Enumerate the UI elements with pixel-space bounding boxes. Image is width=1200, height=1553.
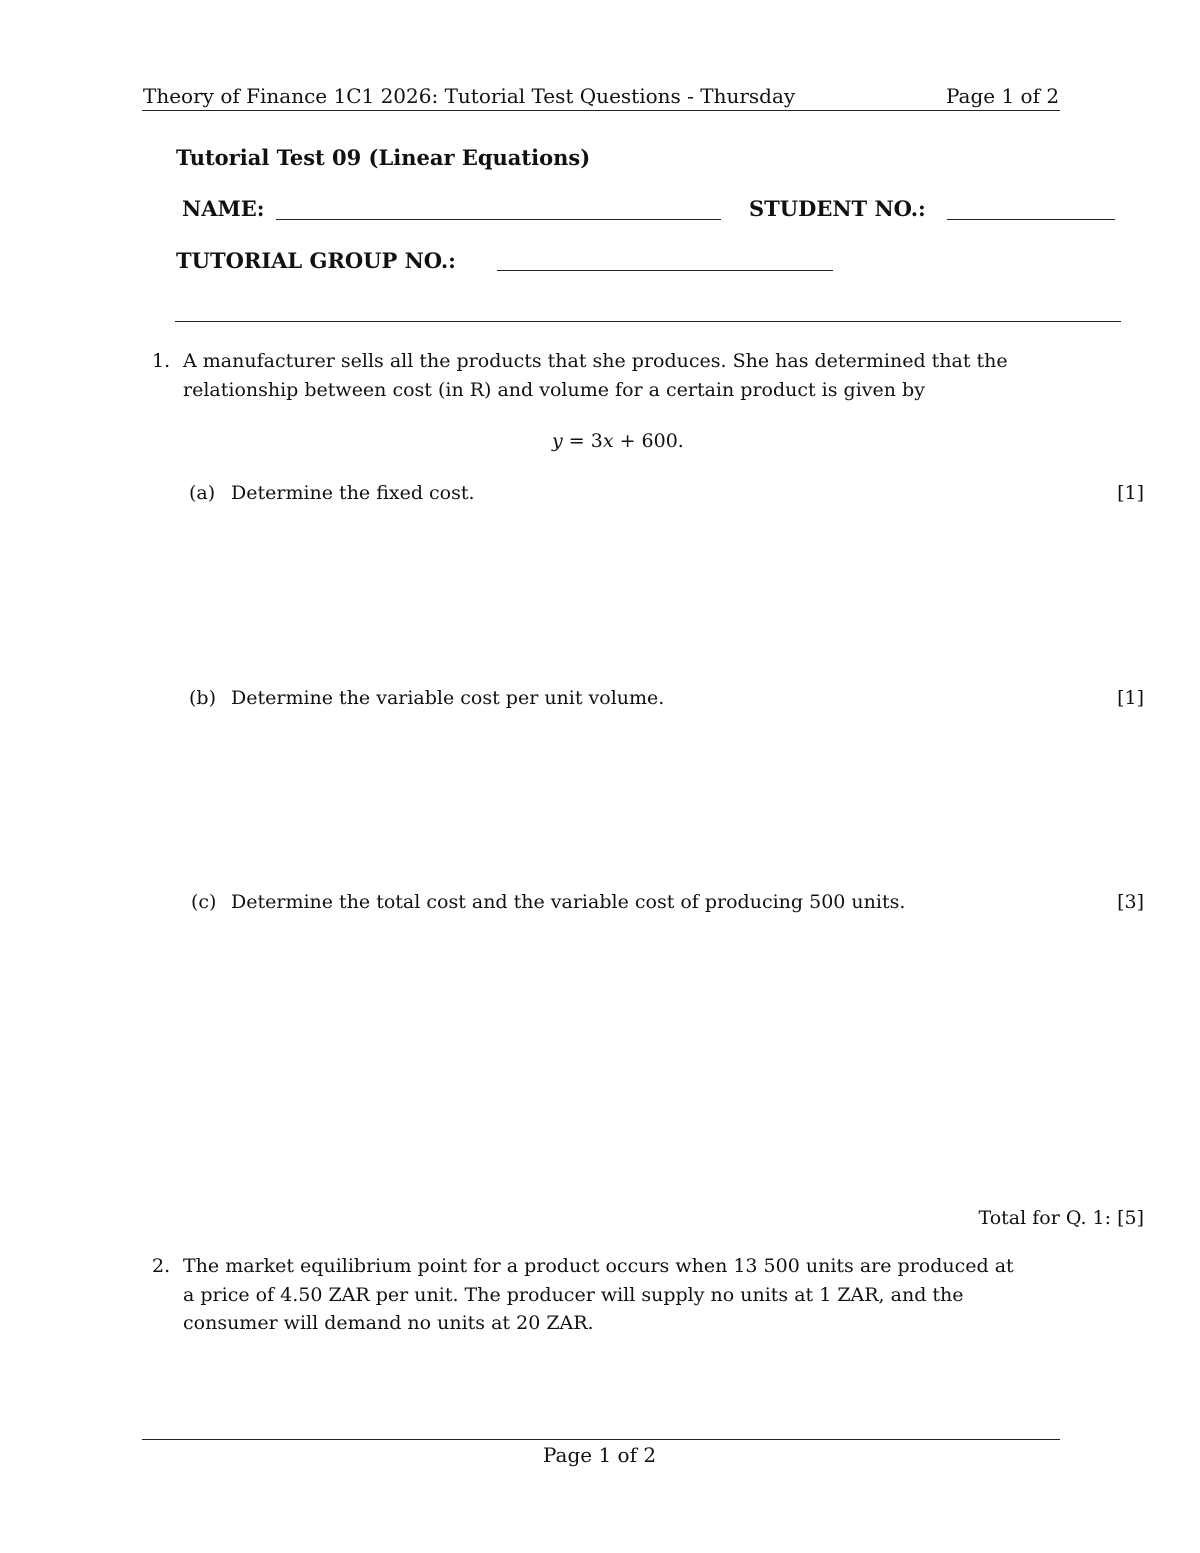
equation-rhs-pre: = 3 xyxy=(562,430,603,452)
test-title: Tutorial Test 09 (Linear Equations) xyxy=(176,145,591,170)
question-1-number: 1. xyxy=(152,350,171,372)
part-a-text: Determine the fixed cost. xyxy=(231,482,475,504)
part-b-marks: [1] xyxy=(1117,687,1144,709)
question-1-text-line1: A manufacturer sells all the products that she produces. She has determined that the xyxy=(183,350,1008,372)
part-c-marks: [3] xyxy=(1117,891,1144,913)
part-b-text: Determine the variable cost per unit volume. xyxy=(231,687,665,709)
part-c-answer-space[interactable] xyxy=(189,925,1139,1195)
equation-lhs: y xyxy=(552,430,563,452)
question-1-equation xyxy=(552,427,684,456)
tutorial-group-label: TUTORIAL GROUP NO.: xyxy=(176,248,456,273)
header-page-number: Page 1 of 2 xyxy=(946,84,1060,108)
part-c-label: (c) xyxy=(191,891,217,913)
part-b-label: (b) xyxy=(189,687,216,709)
tutorial-group-field[interactable] xyxy=(497,270,833,271)
name-field[interactable] xyxy=(276,219,721,220)
equation-rhs-post: + 600. xyxy=(613,430,684,452)
name-label: NAME: xyxy=(182,196,265,221)
footer-rule xyxy=(142,1439,1060,1440)
student-no-field[interactable] xyxy=(947,219,1115,220)
part-a-answer-space[interactable] xyxy=(189,515,1139,665)
question-2-text-line1: The market equilibrium point for a product occurs when 13 500 units are produced at xyxy=(183,1255,1014,1277)
header-title: Theory of Finance 1C1 2026: Tutorial Test Questions - Thursday xyxy=(143,84,796,108)
question-1-text-line2: relationship between cost (in R) and volume for a certain product is given by xyxy=(183,379,925,401)
question-2-text-line2: a price of 4.50 ZAR per unit. The producer will supply no units at 1 ZAR, and the xyxy=(183,1284,964,1306)
part-a-label: (a) xyxy=(189,482,216,504)
part-a-marks: [1] xyxy=(1117,482,1144,504)
footer-page-number: Page 1 of 2 xyxy=(543,1443,657,1467)
form-divider xyxy=(175,321,1121,322)
question-1-total: Total for Q. 1: [5] xyxy=(978,1207,1144,1229)
student-no-label: STUDENT NO.: xyxy=(749,196,926,221)
part-c-text: Determine the total cost and the variable cost of producing 500 units. xyxy=(231,891,906,913)
equation-var: x xyxy=(602,430,614,452)
part-b-answer-space[interactable] xyxy=(189,720,1139,870)
question-2-text-line3: consumer will demand no units at 20 ZAR. xyxy=(183,1312,594,1334)
header-rule xyxy=(142,110,1060,111)
question-2-number: 2. xyxy=(152,1255,171,1277)
